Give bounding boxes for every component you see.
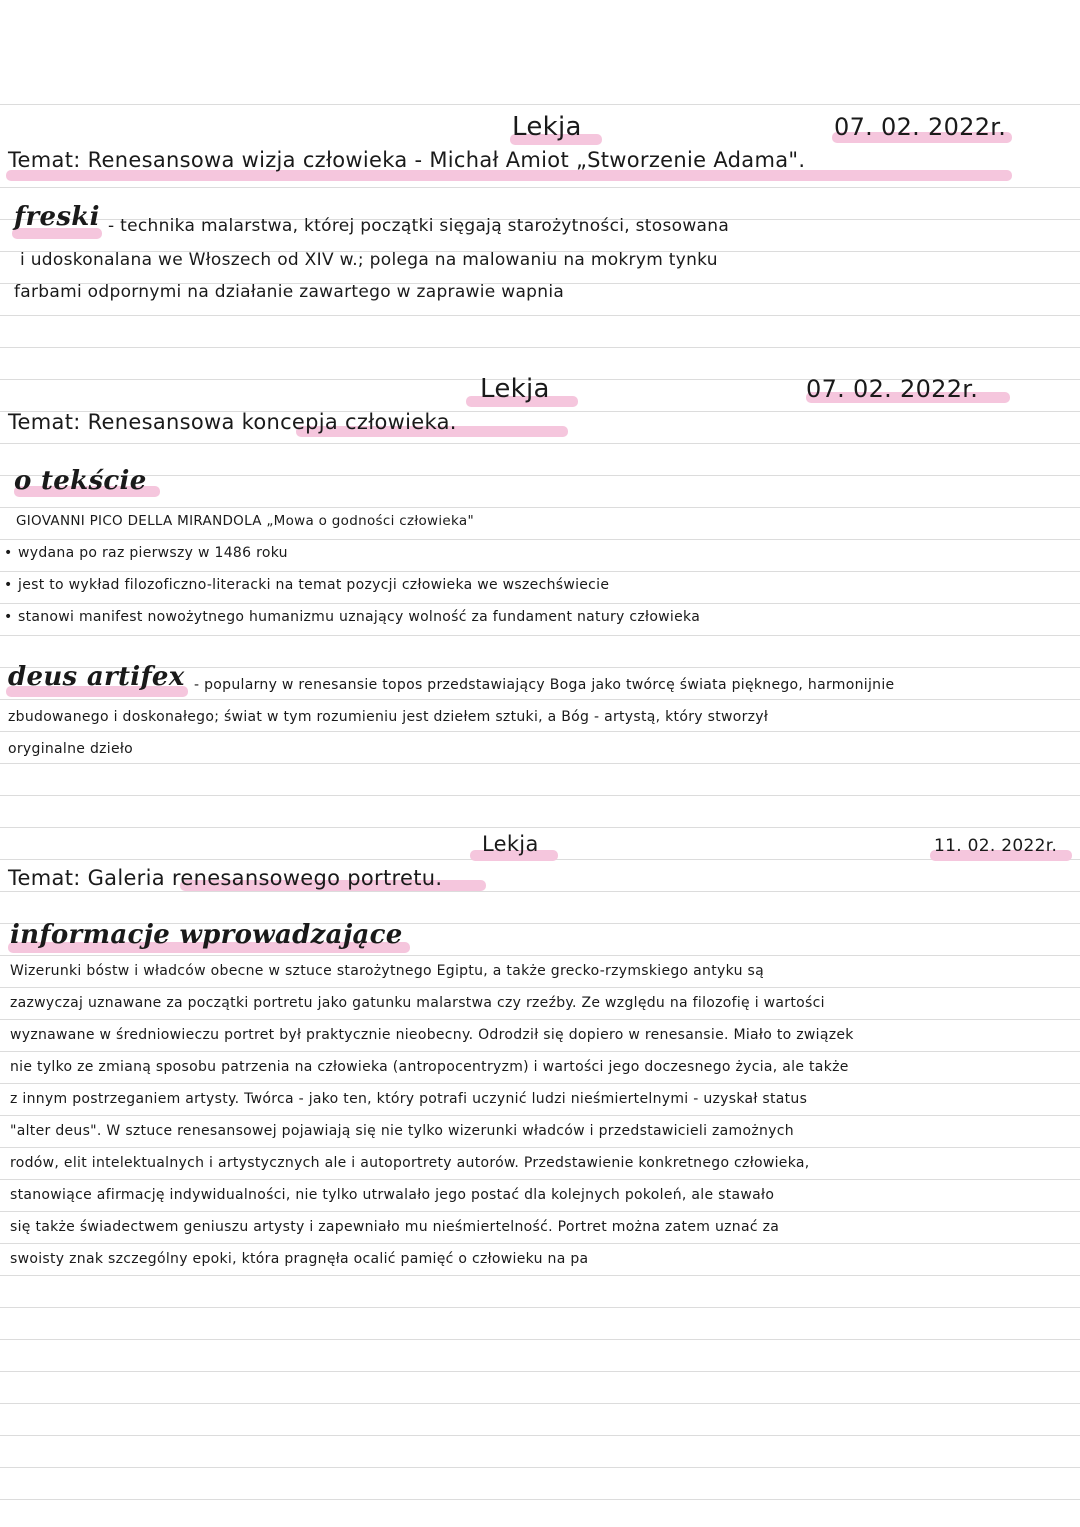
rule-line <box>0 507 1080 508</box>
bullet-marker: • <box>4 609 13 625</box>
rule-line <box>0 955 1080 956</box>
paragraph-line: zazwyczaj uznawane za początki portretu jako gatunku malarstwa czy rzeźby. Ze względu na filozofię i wartości <box>10 995 825 1011</box>
rule-line <box>0 1339 1080 1340</box>
rule-line <box>0 539 1080 540</box>
paragraph-line: z innym postrzeganiem artysty. Twórca - jako ten, który potrafi uczynić ludzi nieśmiertelnymi - uzyskał status <box>10 1091 808 1107</box>
definition-line: - technika malarstwa, której początki sięgają starożytności, stosowana <box>108 216 730 236</box>
lesson-date: 07. 02. 2022r. <box>834 113 1007 141</box>
lesson-heading: Lekja <box>480 374 550 404</box>
rule-line <box>0 443 1080 444</box>
lesson-topic: Temat: Renesansowa wizja człowieka - Michał Amiot „Stworzenie Adama". <box>8 148 806 172</box>
rule-line <box>0 187 1080 188</box>
section-heading: informacje wprowadzające <box>10 920 403 950</box>
rule-line <box>0 987 1080 988</box>
term-title: freski <box>14 202 100 232</box>
bullet-marker: • <box>4 545 13 561</box>
rule-line <box>0 1019 1080 1020</box>
rule-line <box>0 104 1080 105</box>
rule-line <box>0 1435 1080 1436</box>
rule-line <box>0 1115 1080 1116</box>
rule-line <box>0 1275 1080 1276</box>
bullet-marker: • <box>4 577 13 593</box>
paragraph-line: Wizerunki bóstw i władców obecne w sztuce starożytnego Egiptu, a także grecko-rzymskiego antyku są <box>10 963 764 979</box>
rule-line <box>0 1307 1080 1308</box>
bullet-item: wydana po raz pierwszy w 1486 roku <box>18 545 288 561</box>
paragraph-line: rodów, elit intelektualnych i artystycznych ale i autoportrety autorów. Przedstawienie konkretnego człowieka, <box>10 1155 810 1171</box>
lesson-date: 07. 02. 2022r. <box>806 375 979 403</box>
rule-line <box>0 1243 1080 1244</box>
paragraph-line: wyznawane w średniowieczu portret był praktycznie nieobecny. Odrodził się dopiero w renesansie. Miało to związek <box>10 1027 854 1043</box>
paragraph-line: stanowiące afirmację indywidualności, nie tylko utrwalało jego postać dla kolejnych pokoleń, ale stawało <box>10 1187 775 1203</box>
rule-line <box>0 795 1080 796</box>
rule-line <box>0 1051 1080 1052</box>
lesson-date: 11. 02. 2022r. <box>934 836 1058 856</box>
rule-line <box>0 1147 1080 1148</box>
rule-line <box>0 1179 1080 1180</box>
rule-line <box>0 827 1080 828</box>
lesson-topic: Temat: Galeria renesansowego portretu. <box>8 866 443 890</box>
definition-line: i udoskonalana we Włoszech od XIV w.; polega na malowaniu na mokrym tynku <box>20 250 718 270</box>
paragraph-line: swoisty znak szczególny epoki, która pragnęła ocalić pamięć o człowieku na pa <box>10 1251 589 1267</box>
definition-line: farbami odpornymi na działanie zawartego w zaprawie wapnia <box>14 282 565 302</box>
paragraph-line: się także świadectwem geniuszu artysty i zapewniało mu nieśmiertelność. Portret można zatem uznać za <box>10 1219 780 1235</box>
term-title: deus artifex <box>8 662 185 692</box>
rule-line <box>0 763 1080 764</box>
bullet-item: jest to wykład filozoficzno-literacki na temat pozycji człowieka we wszechświecie <box>18 577 610 593</box>
definition-line: zbudowanego i doskonałego; świat w tym rozumieniu jest dziełem sztuki, a Bóg - artystą, który stworzył <box>8 709 769 725</box>
bullet-item: stanowi manifest nowożytnego humanizmu uznający wolność za fundament natury człowieka <box>18 609 701 625</box>
rule-line <box>0 347 1080 348</box>
rule-line <box>0 1499 1080 1500</box>
rule-line <box>0 699 1080 700</box>
rule-line <box>0 635 1080 636</box>
rule-line <box>0 1403 1080 1404</box>
lesson-heading: Lekja <box>512 112 582 142</box>
rule-line <box>0 731 1080 732</box>
paragraph-line: "alter deus". W sztuce renesansowej pojawiają się nie tylko wizerunki władców i przedstawicieli zamożnych <box>10 1123 794 1139</box>
definition-line: oryginalne dzieło <box>8 741 134 757</box>
rule-line <box>0 1211 1080 1212</box>
paragraph-line: nie tylko ze zmianą sposobu patrzenia na człowieka (antropocentryzm) i wartości jego doczesnego życia, ale także <box>10 1059 849 1075</box>
rule-line <box>0 1467 1080 1468</box>
rule-line <box>0 315 1080 316</box>
rule-line <box>0 603 1080 604</box>
rule-line <box>0 1371 1080 1372</box>
lesson-heading: Lekja <box>482 832 539 856</box>
section-heading: o tekście <box>14 466 147 496</box>
rule-line <box>0 1083 1080 1084</box>
rule-line <box>0 475 1080 476</box>
lesson-topic: Temat: Renesansowa koncepja człowieka. <box>8 410 457 434</box>
definition-line: - popularny w renesansie topos przedstawiający Boga jako twórcę świata pięknego, harmonijnie <box>194 677 895 693</box>
rule-line <box>0 891 1080 892</box>
rule-line <box>0 571 1080 572</box>
work-title: GIOVANNI PICO DELLA MIRANDOLA „Mowa o godności człowieka" <box>16 513 474 529</box>
